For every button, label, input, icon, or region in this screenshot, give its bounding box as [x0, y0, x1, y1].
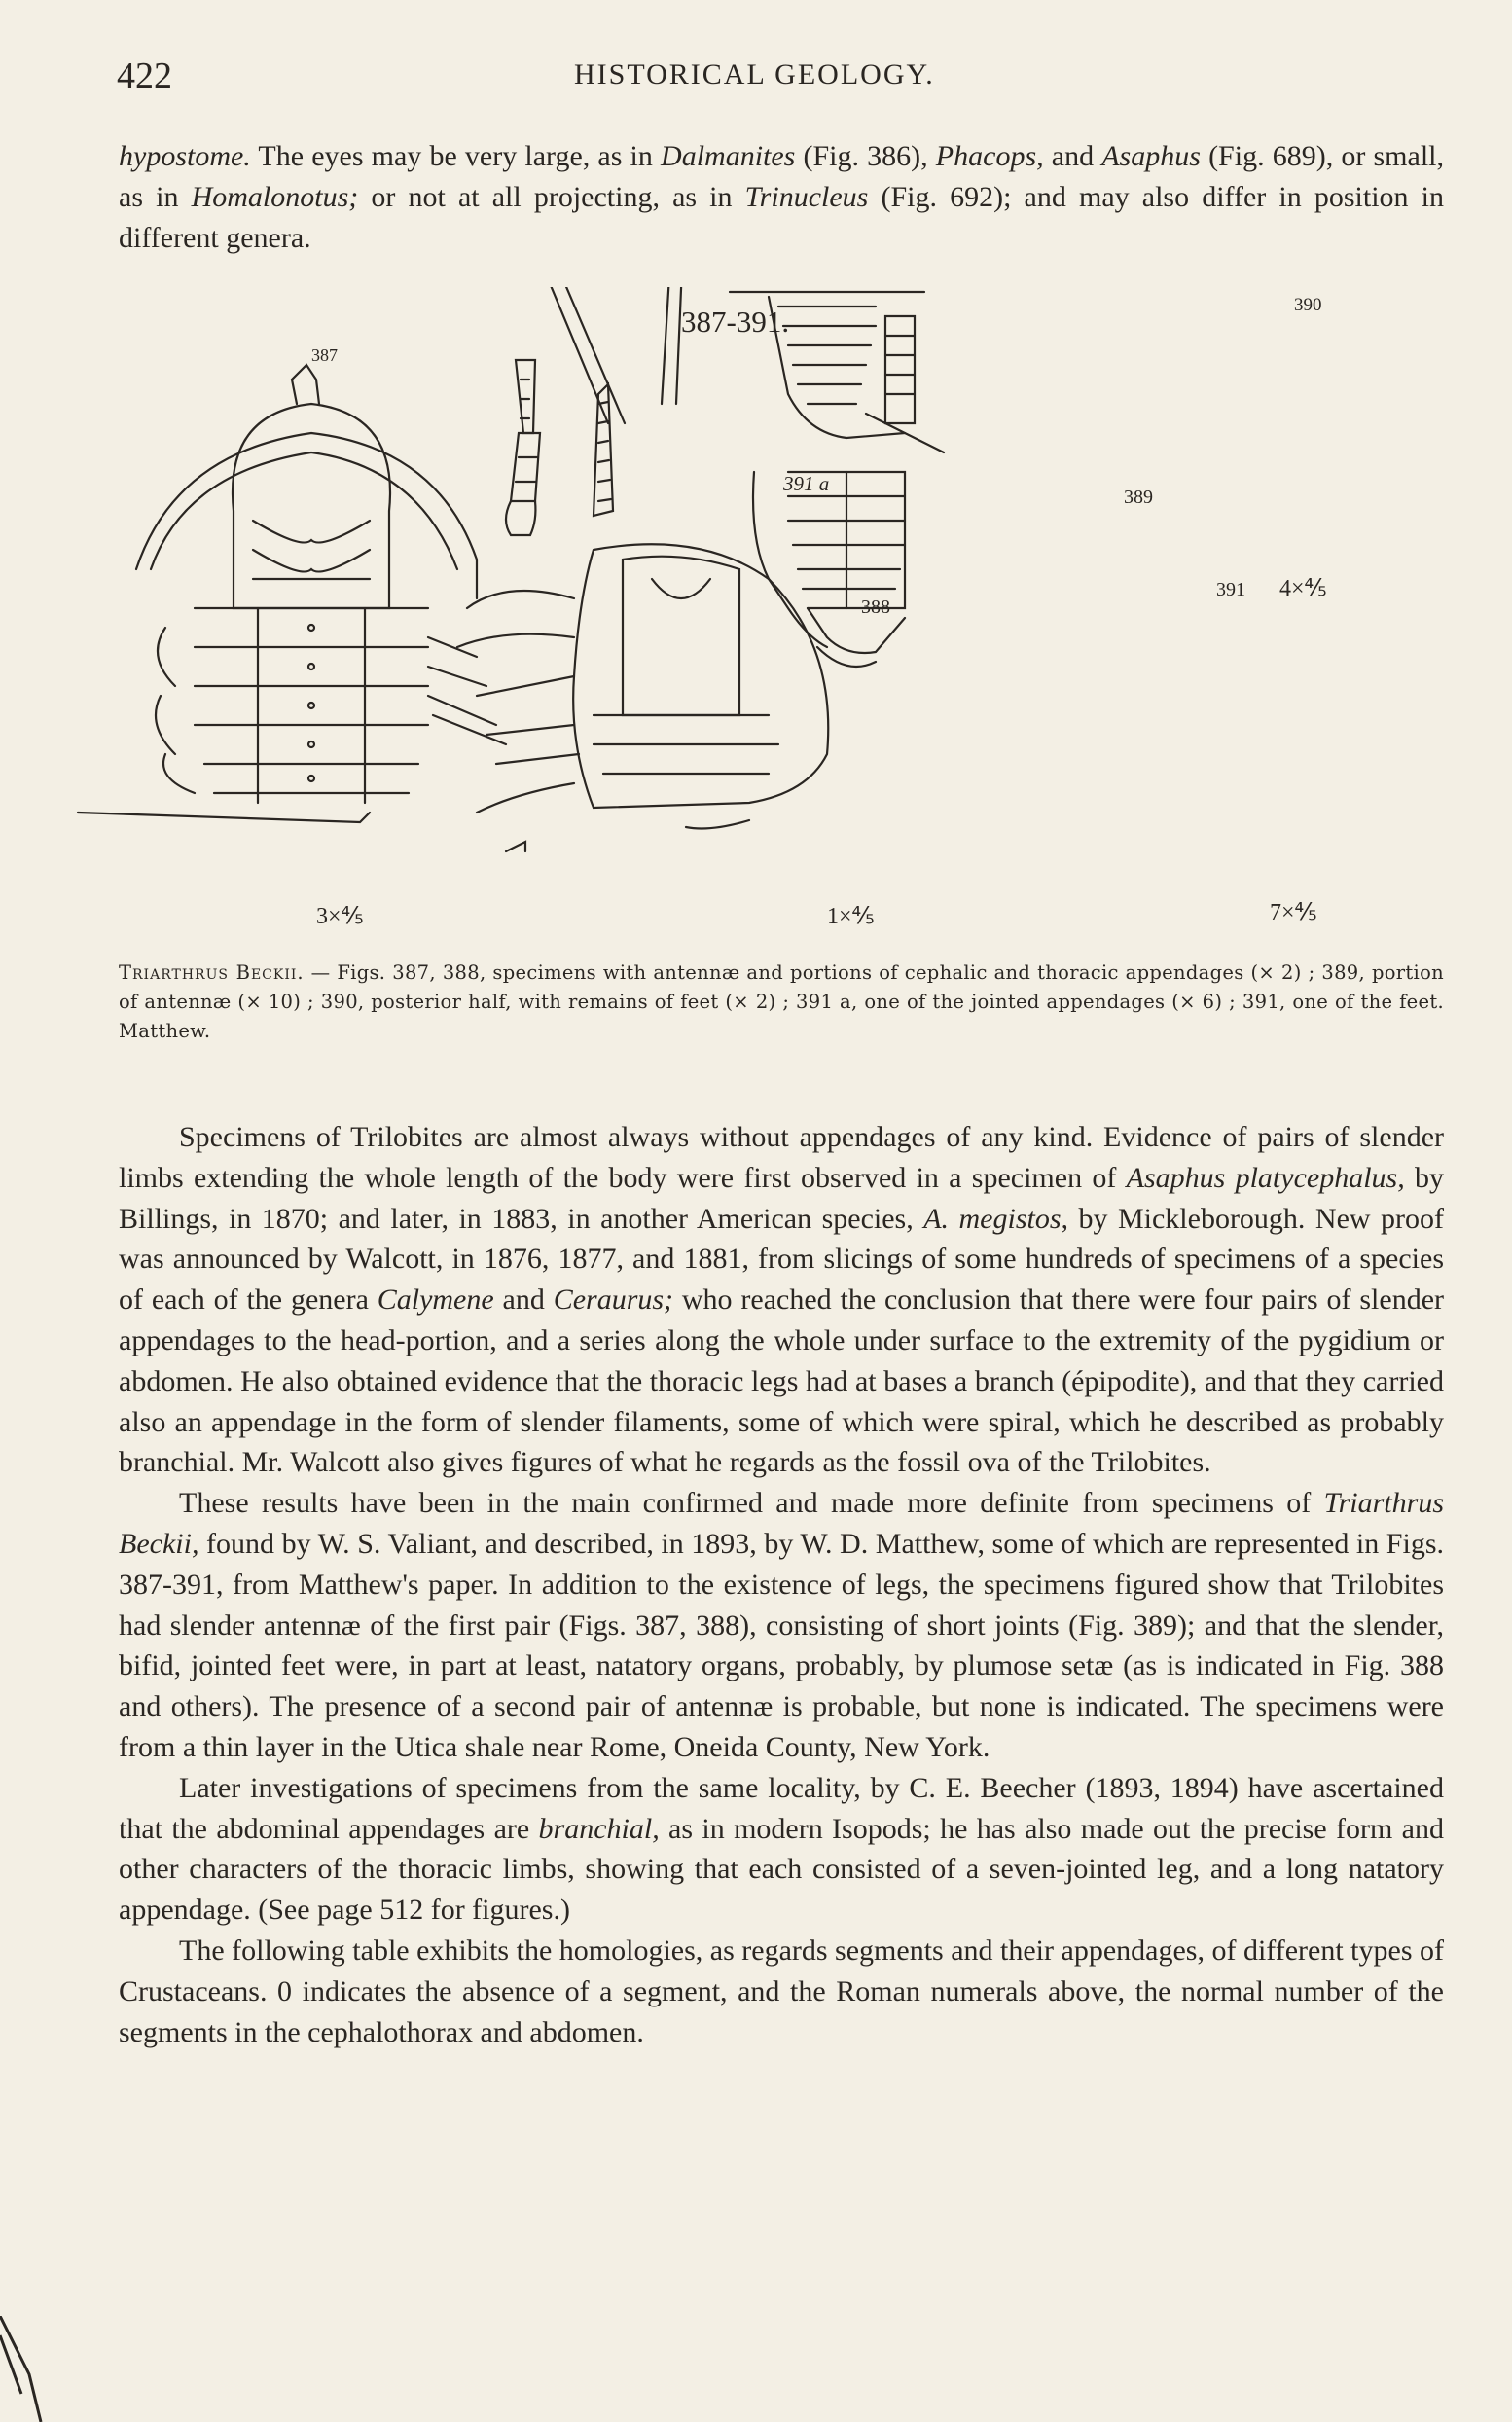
intro-text: (Fig. 689), or small, as in — [119, 140, 1444, 213]
intro-text: (Fig. 386), — [795, 140, 936, 172]
page-edge-shadow — [0, 2316, 58, 2422]
paragraph-1 — [119, 1117, 1444, 1483]
paragraph-text: The following table exhibits the homologies, as regards segments and their appendages, of different types of Crustaceans. 0 indicates the absence of a segment, and the Roman numerals above, the normal number of the segments in the cephalothorax and abdomen. — [119, 1934, 1444, 2048]
figure-plate — [68, 287, 1459, 958]
paragraph-3 — [119, 1768, 1444, 1931]
paragraph-text: These results have been in the main confirmed and made more definite from specimens of — [179, 1487, 1324, 1520]
page-number: 422 — [117, 55, 172, 96]
paragraph-text: as in modern Isopods; he has also made out the precise form and other characters of the thoracic limbs, showing that each consisted of a seven-jointed leg, and a long natatory appendage. (See page 512 for figures.) — [119, 1812, 1444, 1927]
paragraph-text: who reached the conclusion that there were four pairs of slender appendages to the head-portion, and a series along the whole under surface to the extremity of the pygidium or abdomen. He also obtained evidence that the thoracic legs had at bases a branch (épipodite), and that they carried also an appendage in the form of slender filaments, some of which were spiral, which he described as probably branchial. Mr. Walcott also gives figures of what he regards as the fossil ova of the Trilobites. — [119, 1283, 1444, 1479]
trilobite-illustrations — [68, 287, 1459, 958]
intro-paragraph — [119, 136, 1444, 259]
figure-group-label: 387-391. — [681, 305, 790, 339]
emphasis: branchial, — [538, 1812, 660, 1845]
figure-387-magnification: 3×⅘ — [316, 904, 364, 929]
intro-text: and — [1043, 140, 1102, 172]
figure-389-label: 389 — [1124, 487, 1153, 508]
caption-text: — Figs. 387, 388, specimens with antennæ and portions of cephalic and thoracic appendages (× 2) ; 389, portion of antennæ (× 10) ; 390, posterior half, with remains of feet (× 2) ; 391 a, one of the jointed appendages (× 6) ; 391, one of the feet. Matthew. — [119, 961, 1444, 1042]
figure-391-label: 391 — [1216, 579, 1245, 600]
figure-390-label: 390 — [1294, 295, 1322, 315]
species-name: A. megistos, — [923, 1202, 1069, 1235]
paragraph-text: Specimens of Trilobites are almost always without appendages of any kind. Evidence of pairs of slender limbs extending the whole length of the body were first observed in a specimen of — [119, 1121, 1444, 1194]
paragraph-text: found by W. S. Valiant, and described, in 1893, by W. D. Matthew, some of which are represented in Figs. 387-391, from Matthew's paper. In addition to the existence of legs, the specimens figured show that Trilobites had slender antennæ of the first pair (Figs. 387, 388), consisting of short joints (Fig. 389); and that the slender, bifid, jointed feet were, in part at least, natatory organs, probably, by plumose setæ (as is indicated in Fig. 388 and others). The presence of a second pair of antennæ is probable, but none is indicated. The specimens were from a thin layer in the Utica shale near Rome, Oneida County, New York. — [119, 1527, 1444, 1763]
figure-388-label: 388 — [861, 596, 890, 618]
figure-388-magnification: 1×⅘ — [827, 904, 875, 929]
figure-391-magnification: 4×⅘ — [1279, 576, 1327, 601]
paragraph-text: and — [493, 1283, 554, 1317]
genus-name: Homalonotus; — [191, 181, 359, 213]
genus-name: Dalmanites — [661, 140, 796, 172]
paragraph-text: by Mickleborough. New proof was announced by Walcott, in 1876, 1877, and 1881, from slicings of some hundreds of specimens of a species of each of the genera — [119, 1202, 1445, 1317]
page-header — [117, 54, 1440, 103]
figure-391-drawing — [753, 472, 905, 667]
species-name: Asaphus platycephalus, — [1126, 1161, 1405, 1194]
genus-name: Trinucleus — [744, 181, 869, 213]
genus-name: Calymene — [377, 1283, 494, 1317]
paragraph-text: by Billings, in 1870; and later, in 1883, in another American species, — [119, 1161, 1444, 1235]
running-title: HISTORICAL GEOLOGY. — [574, 58, 935, 90]
paragraph-4 — [119, 1931, 1444, 2052]
intro-text: or not at all projecting, as in — [358, 181, 745, 213]
intro-term: hypostome. — [119, 140, 251, 172]
intro-text: (Fig. 692); and may also differ in position in different genera. — [119, 181, 1445, 254]
genus-name: Asaphus — [1101, 140, 1201, 172]
species-name: Triarthrus Beckii, — [119, 1487, 1444, 1560]
body-text — [119, 1117, 1444, 2052]
figure-391a-drawing — [506, 360, 540, 535]
intro-text: The eyes may be very large, as in — [250, 140, 662, 172]
genus-name: Ceraurus; — [553, 1283, 674, 1317]
genus-name: Phacops, — [935, 140, 1044, 172]
figure-390-magnification: 7×⅘ — [1270, 900, 1317, 925]
figure-caption — [119, 958, 1444, 1046]
figure-387-label: 387 — [311, 345, 338, 365]
paragraph-text: Later investigations of specimens from the same locality, by C. E. Beecher (1893, 1894) have ascertained that the abdominal appendages are — [119, 1771, 1444, 1845]
figure-387-drawing — [78, 365, 506, 822]
caption-species: Triarthrus Beckii. — [119, 961, 305, 984]
figure-388-drawing — [457, 287, 828, 851]
paragraph-2 — [119, 1483, 1444, 1768]
figure-391a-label: 391 a — [783, 472, 830, 495]
